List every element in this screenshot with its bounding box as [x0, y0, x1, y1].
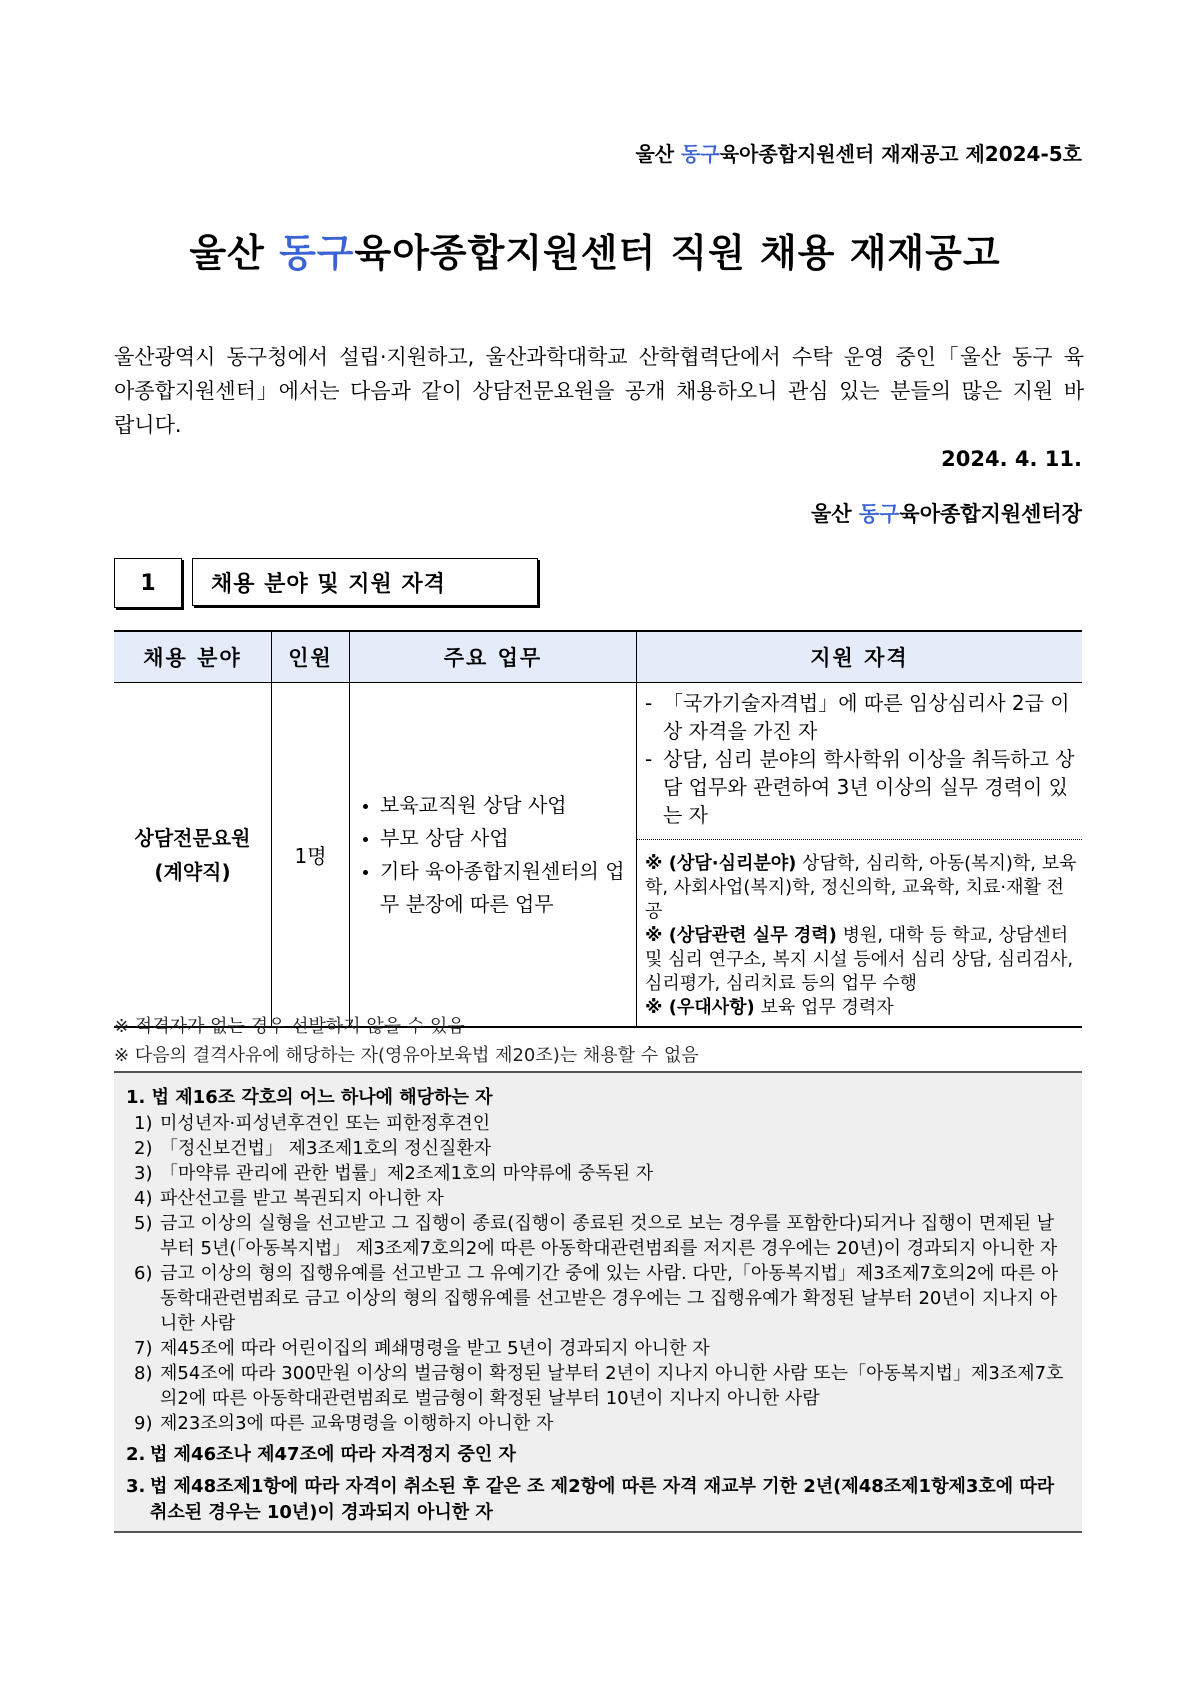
footnote: ※ 적격자가 없는 경우 선발하지 않을 수 있음	[114, 1016, 465, 1037]
intro-paragraph: 울산광역시 동구청에서 설립·지원하고, 울산과학대학교 산학협력단에서 수탁 운영 중인「울산 동구 육아종합지원센터」에서는 다음과 같이 상담전문요원을 공개 채용하오니 관심 있는 분들의 많은 지원 바랍니다.	[114, 345, 1084, 437]
header-qualifications: 지원 자격	[637, 631, 1083, 683]
table-header-row	[114, 631, 1082, 683]
signer: 울산 동구육아종합지원센터장	[810, 502, 1082, 526]
section-title: 채용 분야 및 지원 자격	[192, 558, 538, 606]
qualification-note: ※ (우대사항) 보육 업무 경력자	[645, 997, 894, 1018]
header-field: 채용 분야	[114, 631, 272, 683]
list-item: 4) 파산선고를 받고 복권되지 아니한 자	[134, 1188, 444, 1209]
duty-item: • 부모 상담 사업	[380, 822, 635, 855]
header-count: 인원	[272, 631, 350, 683]
list-item: 5) 금고 이상의 실형을 선고받고 그 집행이 종료(집행이 종료된 것으로 보는 경우를 포함한다)되거나 집행이 면제된 날부터 5년(「아동복지법」 제3조제7호의2에 따른 아동학대관련범죄를 저지른 경우에는 20년)이 경과되지 아니한 자	[134, 1213, 1058, 1259]
qualification-note: ※ (상담·심리분야) 상담학, 심리학, 아동(복지)학, 보육학, 사회사업(복지)학, 정신의학, 교육학, 치료·재활 전공	[645, 853, 1077, 922]
qualification-item: - 상담, 심리 분야의 학사학위 이상을 취득하고 상담 업무와 관련하여 3년 이상의 실무 경력이 있는 자	[645, 747, 1075, 827]
disqualification-heading: 3. 법 제48조제1항에 따라 자격이 취소된 후 같은 조 제2항에 따른 자격 재교부 기한 2년(제48조제1항제3호에 따라 취소된 경우는 10년)이 경과되지 아니한 자	[126, 1476, 1055, 1523]
section-number: 1	[114, 558, 182, 608]
qualification-note: ※ (상담관련 실무 경력) 병원, 대학 등 학교, 상담센터 및 심리 연구소, 복지 시설 등에서 심리 상담, 심리검사, 심리평가, 심리치료 등의 업무 수행	[645, 925, 1074, 994]
table-row	[114, 683, 1082, 1028]
list-item: 6) 금고 이상의 형의 집행유예를 선고받고 그 유예기간 중에 있는 사람. 다만,「아동복지법」제3조제7호의2에 따른 아동학대관련범죄로 금고 이상의 형의 집행유예를 선고받은 경우에는 그 집행유예가 확정된 날부터 20년이 지나지 아니한 사람	[134, 1263, 1059, 1334]
disqualification-box	[114, 1071, 1082, 1533]
qualification-notes	[637, 840, 1082, 1026]
footnotes	[114, 1012, 699, 1070]
list-item: 2) 「정신보건법」 제3조제1호의 정신질환자	[134, 1138, 492, 1159]
duties-cell	[350, 683, 637, 1028]
duty-item: • 보육교직원 상담 사업	[380, 789, 635, 822]
list-item: 8) 제54조에 따라 300만원 이상의 벌금형이 확정된 날부터 2년이 지나지 아니한 사람 또는「아동복지법」제3조제7호의2에 따른 아동학대관련범죄로 벌금형이 확정된 날부터 10년이 지나지 아니한 사람	[134, 1363, 1064, 1409]
disqualification-heading: 1. 법 제16조 각호의 어느 하나에 해당하는 자	[126, 1087, 493, 1108]
page-title: 울산 동구육아종합지원센터 직원 채용 재재공고	[189, 231, 1001, 275]
field-cell: 상담전문요원 (계약직)	[114, 683, 272, 1028]
footnote: ※ 다음의 결격사유에 해당하는 자(영유아보육법 제20조)는 채용할 수 없음	[114, 1045, 699, 1066]
disqualification-heading: 2. 법 제46조나 제47조에 따라 자격정지 중인 자	[126, 1444, 516, 1465]
list-item: 9) 제23조의3에 따른 교육명령을 이행하지 아니한 자	[134, 1413, 554, 1434]
recruitment-table	[114, 630, 1082, 1028]
header-duties: 주요 업무	[350, 631, 637, 683]
qualifications-cell	[637, 683, 1083, 1028]
list-item: 1) 미성년자·피성년후견인 또는 피한정후견인	[134, 1113, 491, 1134]
notice-date: 2024. 4. 11.	[941, 447, 1082, 471]
list-item: 3) 「마약류 관리에 관한 법률」제2조제1호의 마약류에 중독된 자	[134, 1163, 654, 1184]
list-item: 7) 제45조에 따라 어린이집의 폐쇄명령을 받고 5년이 경과되지 아니한 자	[134, 1338, 710, 1359]
notice-number: 울산 동구육아종합지원센터 재재공고 제2024-5호	[635, 142, 1082, 166]
qualification-item: - 「국가기술자격법」에 따른 임상심리사 2급 이상 자격을 가진 자	[645, 691, 1070, 743]
duty-item: • 기타 육아종합지원센터의 업무 분장에 따른 업무	[380, 855, 635, 921]
count-cell: 1명	[272, 683, 350, 1028]
